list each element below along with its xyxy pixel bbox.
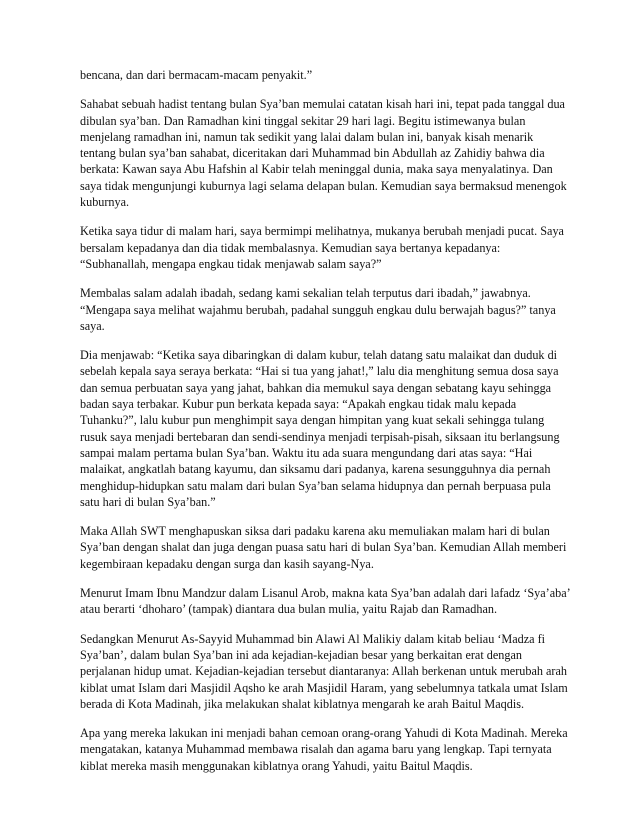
paragraph: bencana, dan dari bermacam-macam penyakit.” (80, 68, 313, 82)
paragraph: Maka Allah SWT menghapuskan siksa dari padaku karena aku memuliakan malam hari di bulan Sya’ban dengan shalat dan juga dengan puasa satu hari di bulan Sya’ban. Kemudian Allah memberi kegembiraan kepadaku dengan surga dan kasih sayang-Nya. (80, 524, 567, 571)
paragraph: Menurut Imam Ibnu Mandzur dalam Lisanul Arob, makna kata Sya’ban adalah dari lafadz ‘Sya’aba’ atau berarti ‘dhoharo’ (tampak) diantara dua bulan mulia, yaitu Rajab dan Ramadhan. (80, 586, 570, 617)
paragraph: Apa yang mereka lakukan ini menjadi bahan cemoan orang-orang Yahudi di Kota Madinah. Mereka mengatakan, katanya Muhammad membawa risalah dan agama baru yang lengkap. Tapi ternyata kiblat mereka masih menggunakan kiblatnya orang Yahudi, yaitu Baitul Maqdis. (80, 726, 568, 773)
document-page (80, 67, 570, 787)
paragraph: Sedangkan Menurut As-Sayyid Muhammad bin Alawi Al Malikiy dalam kitab beliau ‘Madza fi Sya’ban’, dalam bulan Sya’ban ini ada kejadian-kejadian besar yang berkaitan erat dengan perjalanan hidup umat. Kejadian-kejadian tersebut diantaranya: Allah berkenan untuk merubah arah kiblat umat Islam dari Masjidil Aqsho ke arah Masjidil Haram, yang sebelumnya tatkala umat Islam berada di Kota Madinah, jika melakukan shalat kiblatnya mengarah ke arah Baitul Maqdis. (80, 631, 568, 711)
paragraph: Dia menjawab: “Ketika saya dibaringkan di dalam kubur, telah datang satu malaikat dan duduk di sebelah kepala saya seraya berkata: “Hai si tua yang jahat!,” lalu dia menghitung semua dosa saya dan semua perbuatan saya yang jahat, bahkan dia memukul saya dengan sebatang kayu sehingga badan saya terbakar. Kubur pun berkata kepada saya: “Apakah engkau tidak malu kepada Tuhanku?”, lalu kubur pun menghimpit saya dengan himpitan yang kuat sekali sehingga tulang rusuk saya menjadi bertebaran dan sendi-sendinya menjadi terpisah-pisah, siksaan itu berlangsung sampai malam pertama bulan Sya’ban. Waktu itu ada suara mengundang dari atas saya: “Hai malaikat, angkatlah batang kayumu, dan siksamu dari padanya, karena sesungguhnya dia pernah menghidup-hidupkan satu malam dari bulan Sya’ban selama hidupnya dan pernah berpuasa pula satu hari di bulan Sya’ban.” (80, 348, 560, 509)
paragraph: Sahabat sebuah hadist tentang bulan Sya’ban memulai catatan kisah hari ini, tepat pada tanggal dua dibulan sya’ban. Dan Ramadhan kini tinggal sekitar 29 hari lagi. Begitu istimewanya bulan menjelang ramadhan ini, namun tak sedikit yang lalai dalam bulan ini, banyak kisah menarik tentang bulan sya’ban sahabat, diceritakan dari Muhammad bin Abdullah az Zahidiy bahwa dia berkata: Kawan saya Abu Hafshin al Kabir telah meninggal dunia, maka saya menyalatinya. Dan saya tidak mengunjungi kuburnya lagi selama delapan bulan. Kemudian saya bermaksud menengok kuburnya. (80, 97, 567, 210)
paragraph: Membalas salam adalah ibadah, sedang kami sekalian telah terputus dari ibadah,” jawabnya. “Mengapa saya melihat wajahmu berubah, padahal sungguh engkau dulu berwajah bagus?” tanya saya. (80, 286, 556, 333)
paragraph: Ketika saya tidur di malam hari, saya bermimpi melihatnya, mukanya berubah menjadi pucat. Saya bersalam kepadanya dan dia tidak membalasnya. Kemudian saya bertanya kepadanya: “Subhanallah, mengapa engkau tidak menjawab salam saya?” (80, 224, 564, 271)
